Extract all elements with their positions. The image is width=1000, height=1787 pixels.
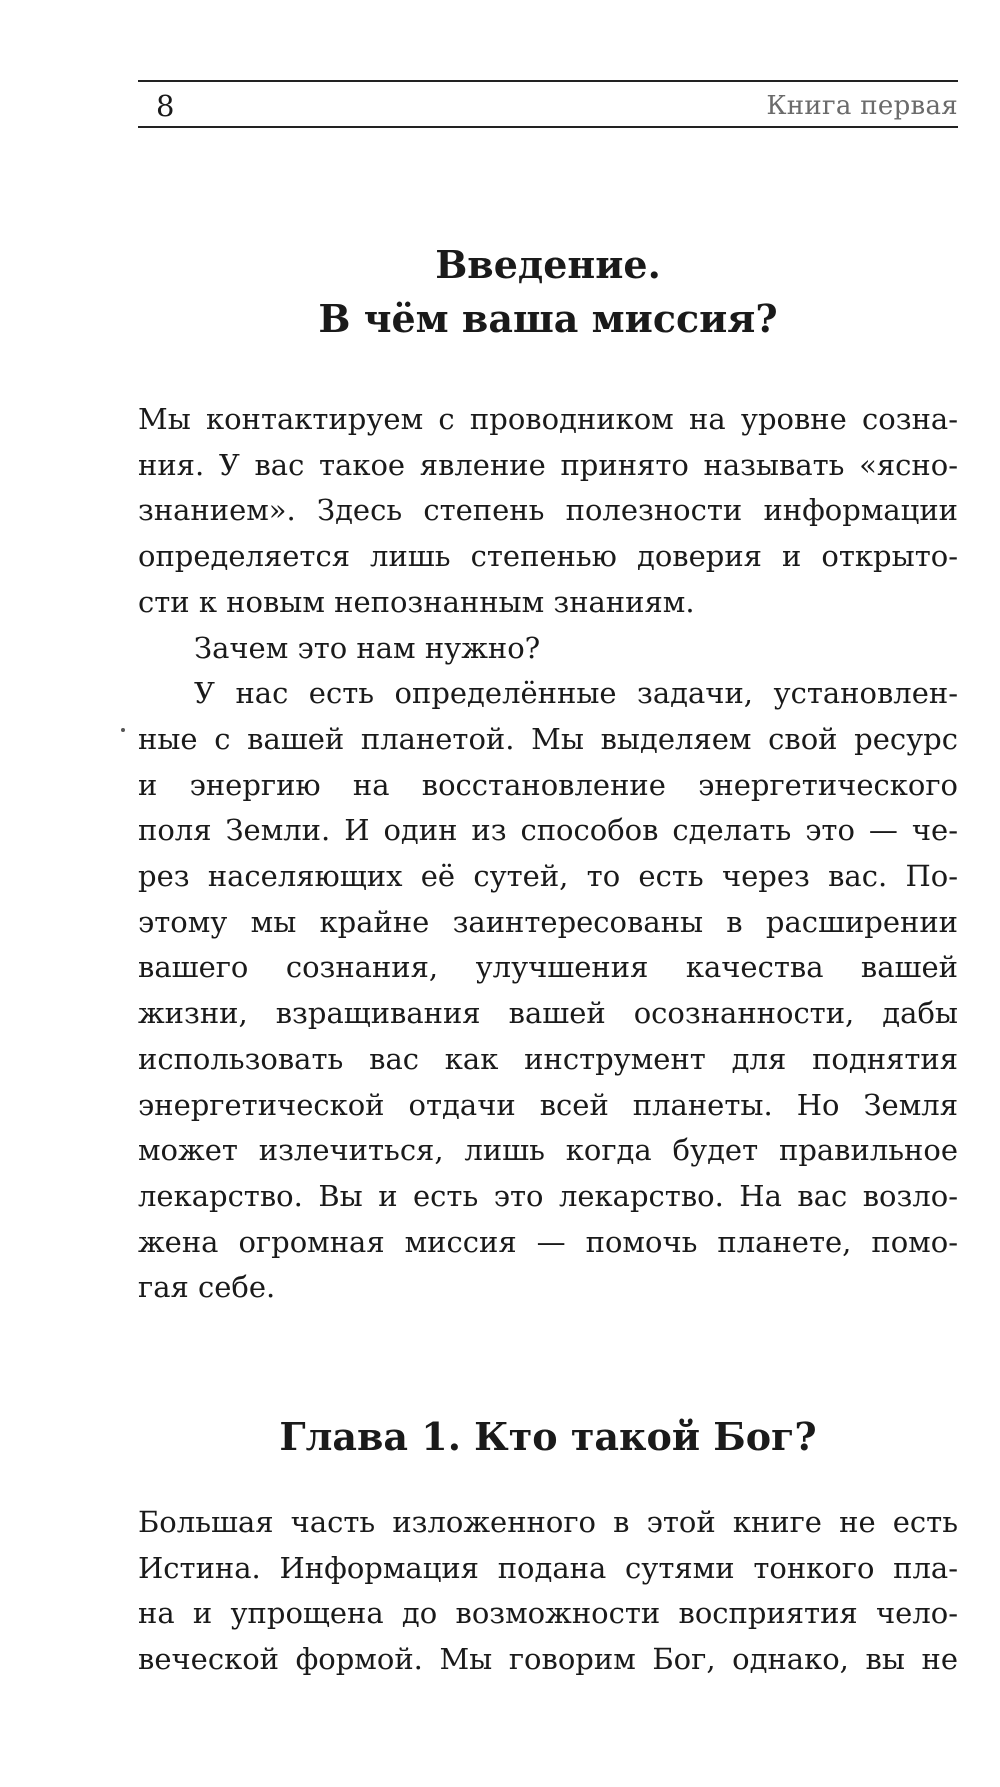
text-line: гая себе.	[138, 1270, 276, 1305]
intro-title-line: В чём ваша миссия?	[318, 296, 778, 341]
text-line: может излечиться, лишь когда будет правильное	[138, 1133, 958, 1168]
text-line: Зачем это нам нужно?	[194, 630, 541, 665]
text-line: поля Земли. И один из способов сделать это — че-	[138, 813, 958, 848]
text-line: жена огромная миссия — помочь планете, помо-	[138, 1224, 958, 1259]
running-head: Книга первая	[766, 91, 958, 121]
text-line: энергетической отдачи всей планеты. Но Земля	[138, 1087, 958, 1122]
intro-title	[138, 238, 958, 346]
text-line: веческой формой. Мы говорим Бог, однако, вы не	[138, 1642, 958, 1677]
intro-title-line: Введение.	[435, 242, 661, 287]
print-speck	[121, 728, 125, 732]
text-line: У нас есть определённые задачи, установлен-	[194, 676, 958, 711]
text-line: знанием». Здесь степень полезности информации	[138, 493, 958, 528]
page-number: 8	[156, 89, 175, 123]
text-line: ные с вашей планетой. Мы выделяем свой ресурс	[138, 721, 958, 756]
page-header	[138, 80, 958, 128]
text-line: сти к новым непознанным знаниям.	[138, 584, 695, 619]
text-line: рез населяющих её сутей, то есть через вас. По-	[138, 859, 958, 894]
text-line: и энергию на восстановление энергетического	[138, 767, 958, 802]
text-line: Большая часть изложенного в этой книге не есть	[138, 1505, 958, 1539]
text-line: ния. У вас такое явление принято называть «ясно-	[138, 447, 958, 482]
intro-body	[138, 397, 958, 1311]
chapter-body	[138, 1500, 958, 1683]
text-line: определяется лишь степенью доверия и открыто-	[138, 539, 958, 574]
text-line: лекарство. Вы и есть это лекарство. На вас возло-	[138, 1178, 958, 1213]
text-line: этому мы крайне заинтересованы в расширении	[138, 904, 958, 939]
chapter-title: Глава 1. Кто такой Бог?	[279, 1414, 817, 1459]
text-line: использовать вас как инструмент для поднятия	[138, 1041, 958, 1076]
text-line: вашего сознания, улучшения качества вашей	[138, 950, 958, 985]
text-line: Истина. Информация подана сутями тонкого пла-	[138, 1550, 958, 1585]
text-line: на и упрощена до возможности восприятия чело-	[138, 1596, 958, 1631]
text-line: жизни, взращивания вашей осознанности, дабы	[138, 996, 958, 1031]
text-line: Мы контактируем с проводником на уровне созна-	[138, 402, 958, 436]
